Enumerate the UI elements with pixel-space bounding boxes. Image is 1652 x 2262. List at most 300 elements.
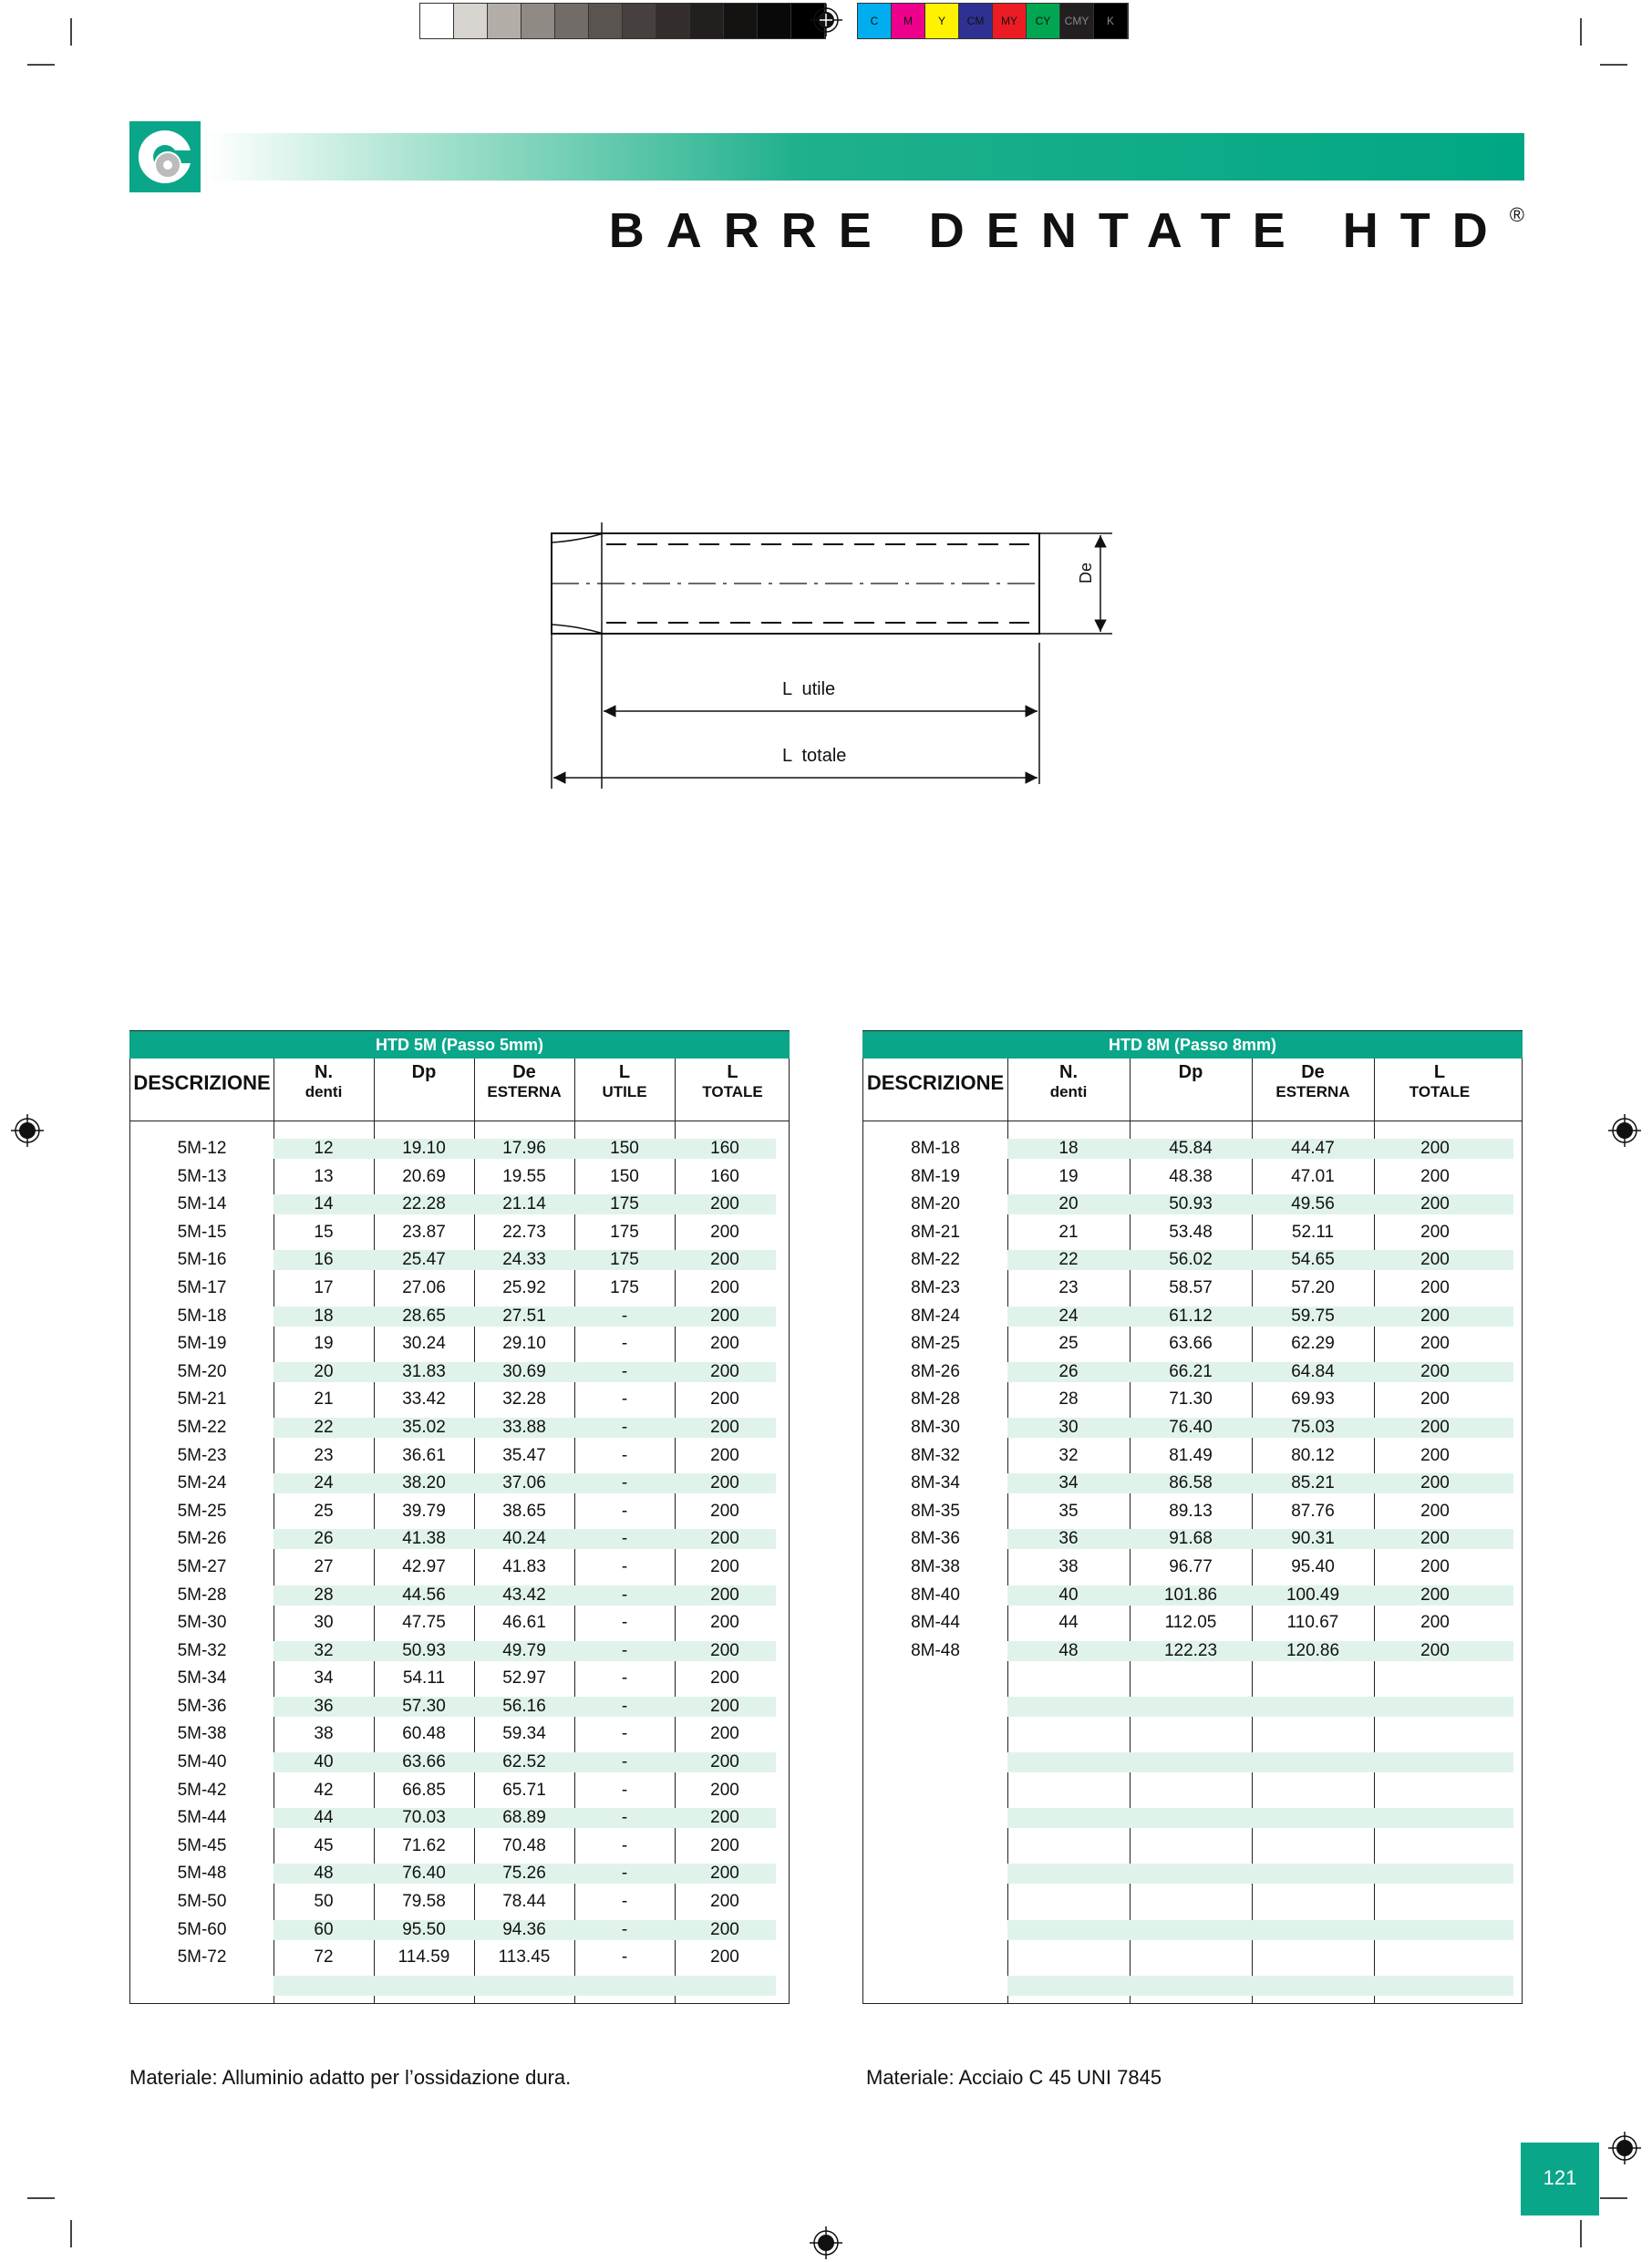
table-row bbox=[863, 1526, 1522, 1554]
table-row bbox=[863, 1331, 1522, 1359]
table-cell: 59.75 bbox=[1291, 1306, 1335, 1326]
header-n-denti: N. denti bbox=[305, 1062, 343, 1100]
gray-patch bbox=[420, 4, 454, 38]
table-cell: 200 bbox=[710, 1892, 739, 1912]
table-cell: 175 bbox=[610, 1222, 639, 1242]
table-cell: 15 bbox=[314, 1222, 334, 1242]
table-cell: 47.01 bbox=[1291, 1166, 1335, 1186]
table-cell: 5M-25 bbox=[177, 1501, 227, 1521]
table-cell: 63.66 bbox=[1169, 1334, 1213, 1354]
table-cell: 200 bbox=[710, 1473, 739, 1493]
gray-patch bbox=[454, 4, 488, 38]
table-cell: 8M-21 bbox=[911, 1222, 960, 1242]
table-cell: 34 bbox=[314, 1668, 334, 1689]
l-utile-label: L utile bbox=[782, 679, 836, 699]
table-cell: 200 bbox=[1420, 1222, 1450, 1242]
table-cell: 200 bbox=[1420, 1194, 1450, 1214]
table-cell: 68.89 bbox=[502, 1808, 546, 1828]
table-cell: 48 bbox=[1058, 1640, 1079, 1660]
table-cell: 200 bbox=[710, 1668, 739, 1689]
table-cell: 5M-48 bbox=[177, 1864, 227, 1884]
table-cell: 5M-15 bbox=[177, 1222, 227, 1242]
table-cell: 16 bbox=[314, 1250, 334, 1270]
table-row bbox=[863, 1694, 1522, 1722]
table-row bbox=[130, 1833, 789, 1862]
table-row bbox=[863, 1554, 1522, 1583]
table-cell: 8M-30 bbox=[911, 1417, 960, 1437]
header-gradient-bar bbox=[208, 133, 1524, 181]
de-label: De bbox=[1077, 562, 1095, 584]
table-cell: 120.86 bbox=[1285, 1640, 1340, 1660]
table-cell: 38 bbox=[1058, 1556, 1079, 1576]
registration-mark-left-icon bbox=[11, 1114, 44, 1147]
table-cell: 71.62 bbox=[402, 1835, 446, 1855]
table-cell: 95.40 bbox=[1291, 1556, 1335, 1576]
table-cell: - bbox=[621, 1473, 628, 1493]
table-cell: 200 bbox=[710, 1389, 739, 1410]
registration-mark-bottom-icon bbox=[810, 2226, 842, 2259]
table-cell: - bbox=[621, 1696, 628, 1716]
table-cell: 113.45 bbox=[498, 1947, 551, 1968]
table-cell: 75.26 bbox=[502, 1864, 546, 1884]
table-cell: - bbox=[621, 1361, 628, 1381]
table-cell: 5M-14 bbox=[177, 1194, 227, 1214]
table-cell: 24.33 bbox=[502, 1250, 546, 1270]
table-cell: - bbox=[621, 1417, 628, 1437]
table-cell: 200 bbox=[710, 1947, 739, 1968]
table-cell: 17 bbox=[314, 1277, 334, 1297]
table-cell: 5M-60 bbox=[177, 1919, 227, 1939]
table-cell: 8M-40 bbox=[911, 1585, 960, 1605]
header-descrizione: DESCRIZIONE bbox=[866, 1071, 1005, 1094]
l-totale-label: L totale bbox=[782, 746, 847, 766]
table-cell: 200 bbox=[710, 1640, 739, 1660]
table-cell: 24 bbox=[1058, 1306, 1079, 1326]
table-cell: 200 bbox=[1420, 1585, 1450, 1605]
table-cell: 46.61 bbox=[502, 1613, 546, 1633]
table-cell: 27.51 bbox=[502, 1306, 546, 1326]
table-cell: 44 bbox=[1058, 1613, 1079, 1633]
table-row bbox=[130, 1276, 789, 1304]
table-cell: 26 bbox=[314, 1529, 334, 1549]
table-cell: 8M-32 bbox=[911, 1445, 960, 1465]
table-cell: 200 bbox=[710, 1613, 739, 1633]
table-cell: 8M-25 bbox=[911, 1334, 960, 1354]
table-cell: 8M-44 bbox=[911, 1613, 960, 1633]
table-cell: 5M-40 bbox=[177, 1752, 227, 1772]
crop-mark-tl-h bbox=[27, 64, 55, 66]
table-cell: 56.02 bbox=[1169, 1250, 1213, 1270]
header-dp: Dp bbox=[411, 1062, 437, 1082]
table-cell: - bbox=[621, 1306, 628, 1326]
table-cell: 160 bbox=[710, 1166, 739, 1186]
table-cell: 150 bbox=[610, 1139, 639, 1158]
table-cell: 76.40 bbox=[1169, 1417, 1213, 1437]
crop-mark-tr-h bbox=[1600, 64, 1627, 66]
table-cell: 20 bbox=[314, 1361, 334, 1381]
table-cell: 19.10 bbox=[402, 1139, 446, 1158]
table-cell: 35.47 bbox=[502, 1445, 546, 1465]
table-cell: 8M-36 bbox=[911, 1529, 960, 1549]
table-cell: 95.50 bbox=[402, 1919, 446, 1939]
table-cell: 5M-24 bbox=[177, 1473, 227, 1493]
table-row bbox=[863, 1750, 1522, 1778]
table-cell: 32 bbox=[1058, 1445, 1079, 1465]
table-cell: 5M-22 bbox=[177, 1417, 227, 1437]
color-patch: CMY bbox=[1060, 4, 1094, 38]
table-cell: 90.31 bbox=[1291, 1529, 1335, 1549]
table-cell: 8M-34 bbox=[911, 1473, 960, 1493]
table-cell: 75.03 bbox=[1291, 1417, 1335, 1437]
table-cell: 5M-32 bbox=[177, 1640, 227, 1660]
table-cell: 160 bbox=[710, 1139, 739, 1158]
brand-logo bbox=[129, 121, 201, 192]
table-cell: 200 bbox=[710, 1585, 739, 1605]
table-row bbox=[863, 1666, 1522, 1694]
table-cell: 112.05 bbox=[1164, 1613, 1217, 1633]
table-cell: 30 bbox=[1058, 1417, 1079, 1437]
table-row bbox=[130, 1805, 789, 1833]
table-row bbox=[863, 1805, 1522, 1833]
table-cell: 53.48 bbox=[1169, 1222, 1213, 1242]
table-cell: 200 bbox=[710, 1361, 739, 1381]
table-cell: 23.87 bbox=[402, 1222, 446, 1242]
color-patch: M bbox=[892, 4, 925, 38]
table-row bbox=[863, 1359, 1522, 1388]
table-cell: 65.71 bbox=[502, 1780, 546, 1800]
table-cell: 8M-22 bbox=[911, 1250, 960, 1270]
table-cell: 59.34 bbox=[502, 1724, 546, 1744]
color-bar-strip bbox=[857, 3, 1129, 39]
gray-patch bbox=[488, 4, 521, 38]
crop-mark-br-h bbox=[1600, 2197, 1627, 2199]
table-cell: 28 bbox=[314, 1585, 334, 1605]
table-cell: 87.76 bbox=[1291, 1501, 1335, 1521]
table-htd-8m bbox=[862, 1030, 1523, 2004]
table-cell: 28.65 bbox=[402, 1306, 446, 1326]
table-cell: 8M-23 bbox=[911, 1277, 960, 1297]
color-patch: CY bbox=[1027, 4, 1060, 38]
table-cell: 64.84 bbox=[1291, 1361, 1335, 1381]
header-l-totale: L TOTALE bbox=[702, 1062, 763, 1100]
table-cell: 35.02 bbox=[402, 1417, 446, 1437]
table-cell: 50.93 bbox=[402, 1640, 446, 1660]
header-l-utile: L UTILE bbox=[602, 1062, 647, 1100]
gray-ramp-strip bbox=[419, 3, 826, 39]
table-cell: 5M-27 bbox=[177, 1556, 227, 1576]
table-cell: 50.93 bbox=[1169, 1194, 1213, 1214]
table-cell: 49.79 bbox=[502, 1640, 546, 1660]
table-cell: 22.28 bbox=[402, 1194, 446, 1214]
table-cell: 200 bbox=[1420, 1334, 1450, 1354]
table-cell: 45.84 bbox=[1169, 1139, 1213, 1158]
table-cell: 63.66 bbox=[402, 1752, 446, 1772]
table-cell: 44.47 bbox=[1291, 1139, 1335, 1158]
table-cell: 70.03 bbox=[402, 1808, 446, 1828]
table-cell: 43.42 bbox=[502, 1585, 546, 1605]
table-cell: - bbox=[621, 1501, 628, 1521]
table-cell: 5M-45 bbox=[177, 1835, 227, 1855]
table-row bbox=[863, 1415, 1522, 1443]
table-cell: 89.13 bbox=[1169, 1501, 1213, 1521]
table-cell: 41.38 bbox=[402, 1529, 446, 1549]
registration-mark-icon bbox=[810, 4, 842, 36]
table-cell: 60 bbox=[314, 1919, 334, 1939]
table-cell: 29.10 bbox=[502, 1334, 546, 1354]
table-cell: 38 bbox=[314, 1724, 334, 1744]
table-cell: 76.40 bbox=[402, 1864, 446, 1884]
table-row bbox=[863, 1220, 1522, 1248]
table-cell: - bbox=[621, 1808, 628, 1828]
table-row bbox=[130, 1359, 789, 1388]
table-cell: - bbox=[621, 1668, 628, 1689]
gray-patch bbox=[555, 4, 589, 38]
table-cell: 101.86 bbox=[1163, 1585, 1218, 1605]
table-row bbox=[863, 1610, 1522, 1638]
table-row bbox=[130, 1694, 789, 1722]
color-patch: MY bbox=[993, 4, 1027, 38]
table-cell: 36.61 bbox=[402, 1445, 446, 1465]
table-row bbox=[130, 1192, 789, 1220]
table-cell: 60.48 bbox=[402, 1724, 446, 1744]
table-row bbox=[863, 1778, 1522, 1806]
table-cell: 200 bbox=[710, 1417, 739, 1437]
table-cell: 200 bbox=[710, 1835, 739, 1855]
table-cell: 62.29 bbox=[1291, 1334, 1335, 1354]
table-cell: 5M-20 bbox=[177, 1361, 227, 1381]
table-cell: 28 bbox=[1058, 1389, 1079, 1410]
table-cell: 96.77 bbox=[1169, 1556, 1213, 1576]
gray-patch bbox=[656, 4, 690, 38]
table-cell: 50 bbox=[314, 1892, 334, 1912]
table-cell: 200 bbox=[710, 1222, 739, 1242]
table-cell: 66.21 bbox=[1169, 1361, 1213, 1381]
table-cell: 27 bbox=[314, 1556, 334, 1576]
table-cell: 39.79 bbox=[402, 1501, 446, 1521]
table-cell: 40.24 bbox=[502, 1529, 546, 1549]
table-cell: 48 bbox=[314, 1864, 334, 1884]
table-row bbox=[863, 1889, 1522, 1917]
table-cell: 5M-23 bbox=[177, 1445, 227, 1465]
table-cell: 71.30 bbox=[1169, 1389, 1213, 1410]
table-cell: 42.97 bbox=[402, 1556, 446, 1576]
table-cell: 38.20 bbox=[402, 1473, 446, 1493]
table-cell: 78.44 bbox=[502, 1892, 546, 1912]
table-cell: - bbox=[621, 1947, 628, 1968]
table-cell: 13 bbox=[314, 1166, 334, 1186]
table-cell: 47.75 bbox=[402, 1613, 446, 1633]
table-row bbox=[130, 1164, 789, 1193]
header-l-totale: L TOTALE bbox=[1409, 1062, 1471, 1100]
table-8m-body bbox=[863, 1136, 1522, 2000]
table-row bbox=[130, 1331, 789, 1359]
table-row bbox=[130, 1778, 789, 1806]
table-cell: 5M-26 bbox=[177, 1529, 227, 1549]
table-row bbox=[863, 1136, 1522, 1164]
table-cell: - bbox=[621, 1724, 628, 1744]
table-cell: 40 bbox=[314, 1752, 334, 1772]
table-cell: 150 bbox=[610, 1166, 639, 1186]
table-cell: 34 bbox=[1058, 1473, 1079, 1493]
table-row bbox=[130, 1583, 789, 1611]
table-row bbox=[863, 1276, 1522, 1304]
table-cell: 44 bbox=[314, 1808, 334, 1828]
table-cell: 175 bbox=[610, 1250, 639, 1270]
table-cell: 200 bbox=[710, 1752, 739, 1772]
bar-drawing bbox=[538, 515, 1131, 789]
table-cell: 54.65 bbox=[1291, 1250, 1335, 1270]
table-cell: 54.11 bbox=[402, 1668, 446, 1689]
table-row bbox=[863, 1471, 1522, 1499]
table-cell: 61.12 bbox=[1169, 1306, 1213, 1326]
table-cell: - bbox=[621, 1389, 628, 1410]
table-row bbox=[130, 1917, 789, 1946]
header-de-esterna: De ESTERNA bbox=[487, 1062, 562, 1100]
table-cell: 79.58 bbox=[402, 1892, 446, 1912]
table-cell: 80.12 bbox=[1291, 1445, 1335, 1465]
table-cell: - bbox=[621, 1556, 628, 1576]
header-dp: Dp bbox=[1178, 1062, 1203, 1082]
table-row bbox=[130, 1247, 789, 1276]
crop-mark-br-v bbox=[1580, 2220, 1582, 2247]
table-cell: 110.67 bbox=[1286, 1613, 1339, 1633]
table-cell: 200 bbox=[710, 1808, 739, 1828]
table-cell: 200 bbox=[1420, 1166, 1450, 1186]
table-cell: 8M-19 bbox=[911, 1166, 960, 1186]
table-cell: 30.69 bbox=[502, 1361, 546, 1381]
table-cell: 8M-28 bbox=[911, 1389, 960, 1410]
table-5m-caption: HTD 5M (Passo 5mm) bbox=[129, 1031, 790, 1059]
table-cell: 5M-34 bbox=[177, 1668, 227, 1689]
table-cell: 5M-44 bbox=[177, 1808, 227, 1828]
table-cell: 21 bbox=[314, 1389, 334, 1410]
table-cell: 200 bbox=[710, 1194, 739, 1214]
table-cell: 22.73 bbox=[502, 1222, 546, 1242]
table-cell: 200 bbox=[710, 1529, 739, 1549]
table-cell: 38.65 bbox=[502, 1501, 546, 1521]
table-cell: 5M-38 bbox=[177, 1724, 227, 1744]
table-cell: 33.42 bbox=[402, 1389, 446, 1410]
table-cell: 45 bbox=[314, 1835, 334, 1855]
table-row bbox=[130, 1136, 789, 1164]
color-patch: CM bbox=[959, 4, 993, 38]
table-cell: 40 bbox=[1058, 1585, 1079, 1605]
table-row bbox=[863, 1917, 1522, 1946]
table-cell: 200 bbox=[710, 1724, 739, 1744]
table-row bbox=[130, 1861, 789, 1889]
table-cell: 200 bbox=[710, 1306, 739, 1326]
table-cell: 20.69 bbox=[402, 1166, 446, 1186]
table-row bbox=[130, 1304, 789, 1332]
table-cell: - bbox=[621, 1919, 628, 1939]
table-row bbox=[863, 1387, 1522, 1415]
table-cell: 100.49 bbox=[1285, 1585, 1340, 1605]
table-cell: 200 bbox=[1420, 1250, 1450, 1270]
table-cell: 25 bbox=[314, 1501, 334, 1521]
table-row bbox=[863, 1304, 1522, 1332]
table-cell: 48.38 bbox=[1169, 1166, 1213, 1186]
table-cell: 24 bbox=[314, 1473, 334, 1493]
table-cell: 17.96 bbox=[502, 1139, 546, 1158]
gray-patch bbox=[521, 4, 555, 38]
table-cell: 200 bbox=[710, 1277, 739, 1297]
table-row bbox=[130, 1638, 789, 1667]
table-cell: 200 bbox=[710, 1864, 739, 1884]
gray-patch bbox=[724, 4, 758, 38]
table-row bbox=[863, 1945, 1522, 1973]
table-cell: 5M-18 bbox=[177, 1306, 227, 1326]
table-row bbox=[863, 1721, 1522, 1750]
table-cell: 33.88 bbox=[502, 1417, 546, 1437]
table-cell: 49.56 bbox=[1291, 1194, 1335, 1214]
table-cell: 5M-36 bbox=[177, 1696, 227, 1716]
table-cell: 23 bbox=[314, 1445, 334, 1465]
header-de-esterna: De ESTERNA bbox=[1275, 1062, 1350, 1100]
table-cell: 200 bbox=[1420, 1556, 1450, 1576]
table-cell: 5M-17 bbox=[177, 1277, 227, 1297]
table-cell: 8M-24 bbox=[911, 1306, 960, 1326]
material-note-8m: Materiale: Acciaio C 45 UNI 7845 bbox=[866, 2066, 1162, 2089]
table-cell: - bbox=[621, 1835, 628, 1855]
table-cell: 5M-12 bbox=[177, 1139, 227, 1158]
table-row bbox=[130, 1554, 789, 1583]
table-cell: - bbox=[621, 1529, 628, 1549]
crop-mark-tl-v bbox=[70, 18, 72, 46]
table-cell: 57.30 bbox=[402, 1696, 446, 1716]
table-cell: 200 bbox=[710, 1919, 739, 1939]
table-cell: 26 bbox=[1058, 1361, 1079, 1381]
table-cell: - bbox=[621, 1892, 628, 1912]
table-cell: 8M-35 bbox=[911, 1501, 960, 1521]
table-cell: 22 bbox=[1058, 1250, 1079, 1270]
table-cell: - bbox=[621, 1780, 628, 1800]
table-cell: 175 bbox=[610, 1194, 639, 1214]
table-cell: 122.23 bbox=[1163, 1640, 1218, 1660]
table-cell: 5M-28 bbox=[177, 1585, 227, 1605]
table-cell: 200 bbox=[1420, 1529, 1450, 1549]
gray-patch bbox=[623, 4, 656, 38]
table-cell: 85.21 bbox=[1291, 1473, 1335, 1493]
table-cell: 52.97 bbox=[502, 1668, 546, 1689]
color-patch: K bbox=[1094, 4, 1128, 38]
table-row bbox=[130, 1889, 789, 1917]
table-cell: 32.28 bbox=[502, 1389, 546, 1410]
table-cell: 21 bbox=[1058, 1222, 1079, 1242]
table-cell: 5M-21 bbox=[177, 1389, 227, 1410]
table-cell: - bbox=[621, 1334, 628, 1354]
table-cell: - bbox=[621, 1445, 628, 1465]
table-cell: 200 bbox=[710, 1501, 739, 1521]
table-cell: 81.49 bbox=[1169, 1445, 1213, 1465]
table-row bbox=[130, 1471, 789, 1499]
table-row bbox=[130, 1499, 789, 1527]
table-cell: 69.93 bbox=[1291, 1389, 1335, 1410]
table-cell: 94.36 bbox=[502, 1919, 546, 1939]
table-cell: 70.48 bbox=[502, 1835, 546, 1855]
table-cell: - bbox=[621, 1613, 628, 1633]
table-cell: 200 bbox=[710, 1780, 739, 1800]
gray-patch bbox=[690, 4, 724, 38]
table-row bbox=[863, 1638, 1522, 1667]
table-cell: 200 bbox=[1420, 1640, 1450, 1660]
table-cell: 72 bbox=[314, 1947, 334, 1968]
table-cell: 8M-38 bbox=[911, 1556, 960, 1576]
table-cell: 12 bbox=[314, 1139, 334, 1158]
table-cell: 23 bbox=[1058, 1277, 1079, 1297]
table-cell: 200 bbox=[1420, 1613, 1450, 1633]
table-cell: 200 bbox=[1420, 1473, 1450, 1493]
table-row bbox=[863, 1861, 1522, 1889]
